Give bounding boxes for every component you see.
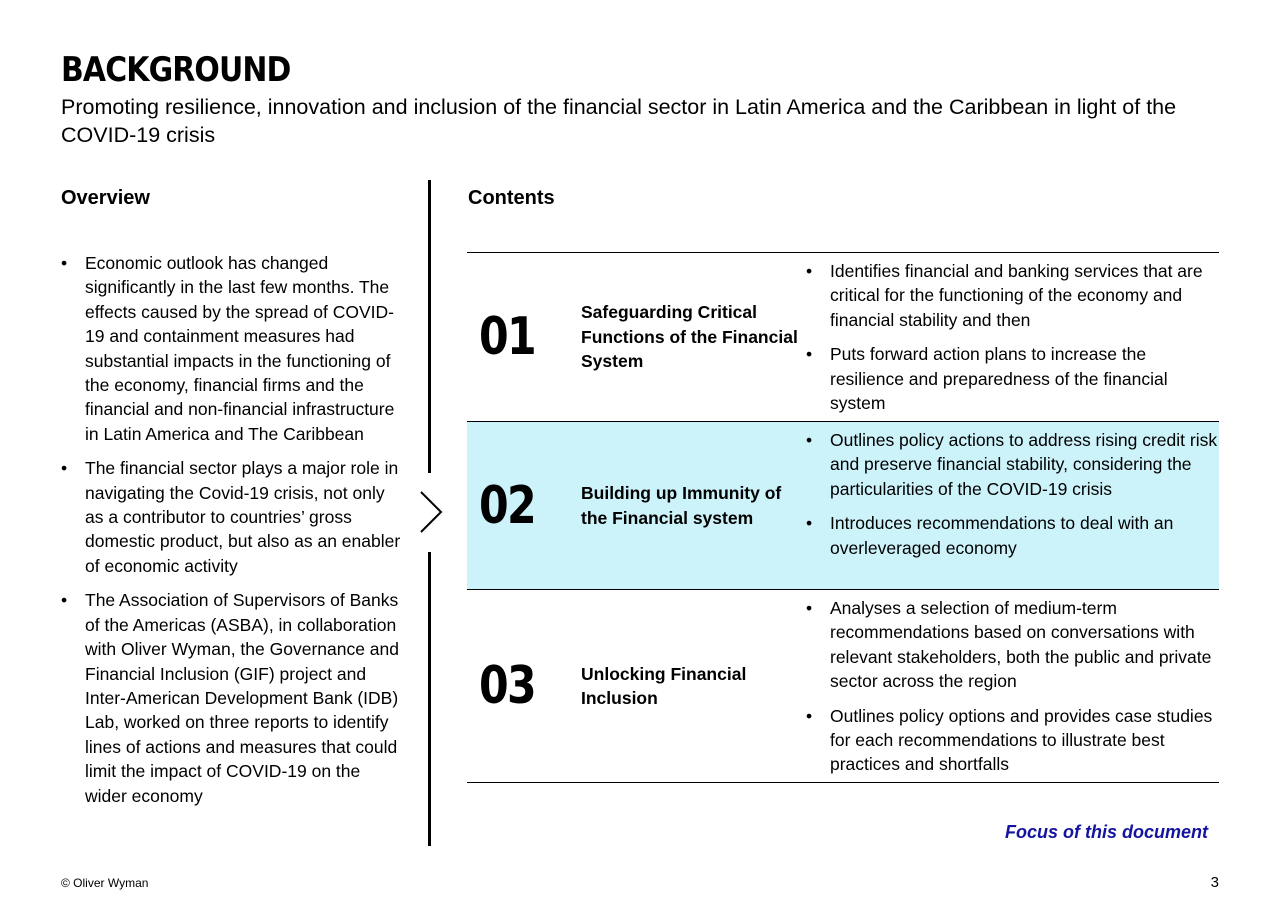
section-points	[803, 590, 1219, 782]
overview-list	[61, 251, 406, 818]
focus-note: Focus of this document	[1004, 822, 1208, 842]
bullet-glyph: •	[806, 598, 813, 618]
section-number: 03	[479, 656, 536, 716]
bullet-glyph: •	[61, 590, 68, 611]
overview-bullet-text: The financial sector plays a major role in navigating the Covid-19 crisis, not only as a contributor to countries’ gross domestic product, but also as an enabler of economic activity	[85, 458, 401, 576]
chevron-right-icon	[415, 488, 445, 536]
section-name: Safeguarding Critical Functions of the Financial System	[581, 302, 798, 372]
section-point-text: Outlines policy actions to address rising credit risk and preserve financial stability, considering the particularities of the COVID-19 crisis	[830, 430, 1218, 499]
bullet-glyph: •	[806, 261, 813, 281]
contents-row-01	[467, 253, 1219, 422]
bullet-glyph: •	[61, 253, 68, 273]
bullet-glyph: •	[806, 705, 813, 726]
overview-bullet	[61, 456, 406, 578]
section-number: 01	[479, 307, 536, 367]
bullet-glyph: •	[61, 458, 68, 479]
section-name: Building up Immunity of the Financial system	[581, 483, 782, 528]
section-point	[803, 259, 1219, 332]
bullet-glyph: •	[806, 513, 813, 534]
overview-bullet	[61, 588, 406, 808]
bullet-glyph: •	[806, 430, 813, 450]
contents-table	[467, 252, 1219, 783]
section-point	[803, 596, 1219, 694]
copyright: © Oliver Wyman	[61, 876, 149, 890]
column-divider-bottom	[428, 552, 431, 846]
section-points	[803, 422, 1219, 589]
section-point-text: Introduces recommendations to deal with an overleveraged economy	[830, 513, 1174, 558]
page-subtitle: Promoting resilience, innovation and inclusion of the financial sector in Latin America and the Caribbean in light of the COVID-19 crisis	[61, 95, 1177, 147]
bullet-glyph: •	[806, 344, 813, 365]
section-point-text: Outlines policy options and provides case studies for each recommendations to illustrate best practices and shortfalls	[830, 705, 1213, 775]
overview-bullet-text: Economic outlook has changed significantly in the last few months. The effects caused by the spread of COVID-19 and containment measures had substantial impacts in the functioning of the economy, financial firms and the financial and non-financial infrastructure in Latin America and The Caribbean	[85, 253, 395, 444]
section-point-text: Puts forward action plans to increase the resilience and preparedness of the financial system	[830, 344, 1168, 414]
section-point-text: Identifies financial and banking services that are critical for the functioning of the economy and financial stability and then	[830, 261, 1203, 330]
contents-row-02	[467, 422, 1219, 590]
section-point	[803, 511, 1219, 560]
section-points	[803, 253, 1219, 421]
section-point	[803, 428, 1219, 501]
overview-heading: Overview	[61, 187, 150, 209]
section-number: 02	[479, 475, 536, 536]
contents-row-03	[467, 590, 1219, 783]
section-point	[803, 342, 1219, 415]
contents-heading: Contents	[468, 187, 555, 209]
column-divider-top	[428, 180, 431, 473]
page-number: 3	[1210, 874, 1219, 891]
overview-bullet-text: The Association of Supervisors of Banks of the Americas (ASBA), in collaboration with Oliver Wyman, the Governance and Financial Inclusion (GIF) project and Inter-American Development Bank (IDB) Lab, worked on three reports to identify lines of actions and measures that could limit the impact of COVID-19 on the wider economy	[85, 590, 400, 806]
page-title: BACKGROUND	[61, 50, 291, 90]
section-point-text: Analyses a selection of medium-term recommendations based on conversations with relevant stakeholders, both the public and private sector across the region	[830, 598, 1212, 692]
overview-bullet	[61, 251, 406, 446]
section-point	[803, 704, 1219, 777]
section-name: Unlocking Financial Inclusion	[581, 663, 747, 708]
